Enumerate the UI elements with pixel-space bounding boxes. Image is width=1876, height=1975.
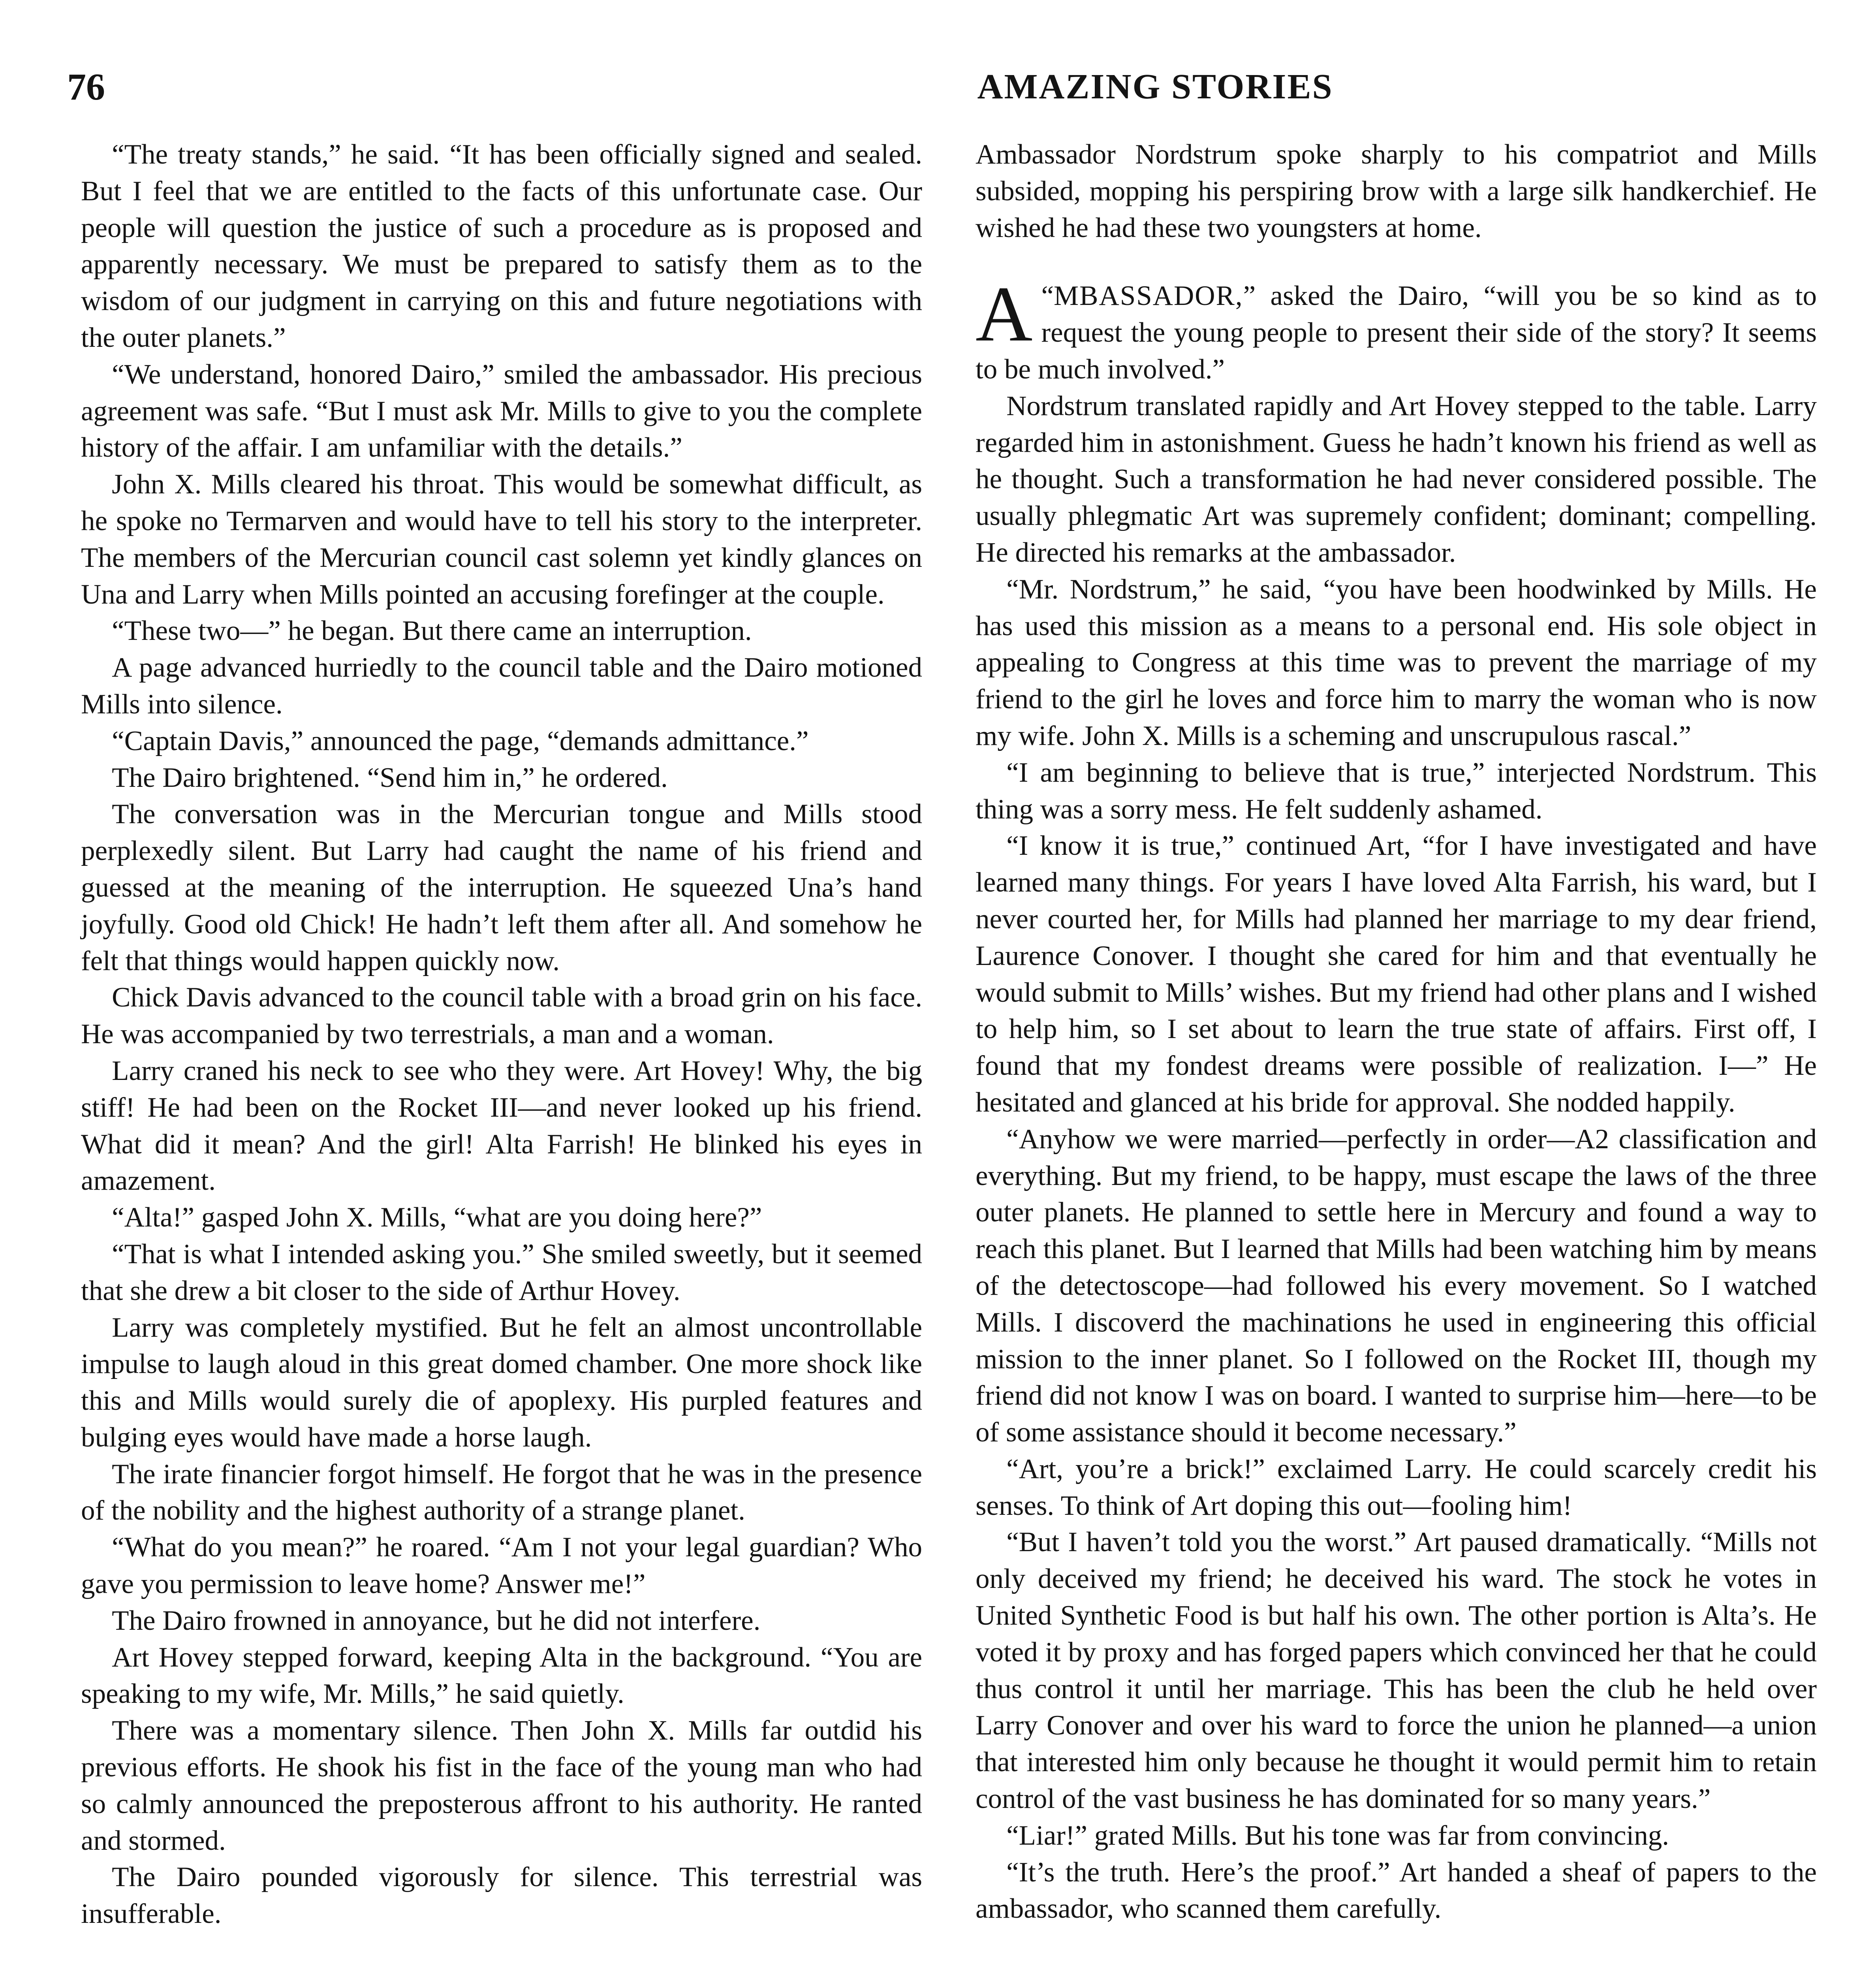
paragraph: “The treaty stands,” he said. “It has been officially signed and sealed. But I feel that we are entitled to the facts of this unfortunate case. Our people will question the justice of such a procedure as is proposed and apparently necessary. We must be prepared to satisfy them as to the wisdom of our judgment in carrying on this and future negotiations with the outer planets.” xyxy=(81,139,922,353)
paragraph: The Dairo pounded vigorously for silence. This terrestrial was insufferable. xyxy=(81,1862,922,1930)
left-column xyxy=(81,136,922,1932)
page-header xyxy=(67,59,1809,115)
paragraph: There was a momentary silence. Then John X. Mills far outdid his previous efforts. He shook his fist in the face of the young man who had so calmly announced the preposterous affront to his authority. He ranted and stormed. xyxy=(81,1715,922,1856)
section-opening-paragraph xyxy=(976,271,1817,387)
open-quote: “ xyxy=(1041,280,1054,312)
paragraph: “These two—” he began. But there came an interruption. xyxy=(112,615,752,647)
page-number: 76 xyxy=(67,66,105,108)
paragraph: Chick Davis advanced to the council table with a broad grin on his face. He was accompanied by two terrestrials, a man and a woman. xyxy=(81,982,922,1050)
paragraph: “Captain Davis,” announced the page, “demands admittance.” xyxy=(112,725,809,756)
paragraph: Art Hovey stepped forward, keeping Alta in the background. “You are speaking to my wife, Mr. Mills,” he said quietly. xyxy=(81,1642,922,1710)
section-opening-text: ” asked the Dairo, “will you be so kind as to request the young people to present their side of the story? It seems to be much involved.” xyxy=(976,280,1817,385)
drop-cap: A xyxy=(976,271,1033,358)
paragraph: The Dairo frowned in annoyance, but he did not interfere. xyxy=(112,1605,761,1636)
right-column xyxy=(976,136,1817,1927)
paragraph: “Art, you’re a brick!” exclaimed Larry. He could scarcely credit his senses. To think of Art doping this out—fooling him! xyxy=(976,1453,1817,1521)
paragraph: “It’s the truth. Here’s the proof.” Art handed a sheaf of papers to the ambassador, who scanned them carefully. xyxy=(976,1856,1817,1924)
paragraph: “I know it is true,” continued Art, “for I have investigated and have learned many things. For years I have loved Alta Farrish, his ward, but I never courted her, for Mills had planned her marriage to my dear friend, Laurence Conover. I thought she cared for him and that eventually he would submit to Mills’ wishes. But my friend had other plans and I wished to help him, so I set about to learn the true state of affairs. First off, I found that my fondest dreams were possible of realization. I—” He hesitated and glanced at his bride for approval. She nodded happily. xyxy=(976,830,1817,1118)
paragraph: “Anyhow we were married—perfectly in order—A2 classification and everything. But my friend, to be happy, must escape the laws of the three outer planets. He planned to settle here in Mercury and found a way to reach this planet. But I learned that Mills had been watching him by means of the detectoscope—had followed his every movement. So I watched Mills. I discoverd the machinations he used in engineering this official mission to the inner planet. So I followed on the Rocket III, though my friend did not know I was on board. I wanted to surprise him—here—to be of some assistance should it become necessary.” xyxy=(976,1123,1817,1448)
paragraph: “Alta!” gasped John X. Mills, “what are you doing here?” xyxy=(112,1202,762,1233)
paragraph: “I am beginning to believe that is true,” interjected Nordstrum. This thing was a sorry mess. He felt suddenly ashamed. xyxy=(976,757,1817,825)
paragraph: “But I haven’t told you the worst.” Art paused dramatically. “Mills not only deceived my friend; he deceived his ward. The stock he votes in United Synthetic Food is but half his own. The other portion is Alta’s. He voted it by proxy and has forged papers which convinced her that he could thus control it until her marriage. This has been the club he held over Larry Conover and over his ward to force the union he planned—a union that interested him only because he thought it would permit him to retain control of the vast business he has dominated for so many years.” xyxy=(976,1527,1817,1815)
paragraph: “That is what I intended asking you.” She smiled sweetly, but it seemed that she drew a bit closer to the side of Arthur Hovey. xyxy=(81,1238,922,1306)
paragraph: The conversation was in the Mercurian tongue and Mills stood perplexedly silent. But Larry had caught the name of his friend and guessed at the meaning of the interruption. He squeezed Una’s hand joyfully. Good old Chick! He hadn’t left them after all. And somehow he felt that things would happen quickly now. xyxy=(81,799,922,976)
paragraph: The Dairo brightened. “Send him in,” he ordered. xyxy=(112,762,668,793)
paragraph: “We understand, honored Dairo,” smiled the ambassador. His precious agreement was safe. “But I must ask Mr. Mills to give to you the complete history of the affair. I am unfamiliar with the details.” xyxy=(81,359,922,463)
paragraph: John X. Mills cleared his throat. This would be somewhat difficult, as he spoke no Termarven and would have to tell his story to the interpreter. The members of the Mercurian council cast solemn yet kindly glances on Una and Larry when Mills pointed an accusing forefinger at the couple. xyxy=(81,469,922,610)
paragraph: “Liar!” grated Mills. But his tone was far from convincing. xyxy=(1006,1820,1669,1851)
paragraph: Larry craned his neck to see who they were. Art Hovey! Why, the big stiff! He had been on the Rocket III—and never looked up his friend. What did it mean? And the girl! Alta Farrish! He blinked his eyes in amazement. xyxy=(81,1055,922,1196)
paragraph: Larry was completely mystified. But he felt an almost uncontrollable impulse to laugh aloud in this great domed chamber. One more shock like this and Mills would surely die of apoplexy. His purpled features and bulging eyes would have made a horse laugh. xyxy=(81,1312,922,1453)
paragraph: A page advanced hurriedly to the council table and the Dairo motioned Mills into silence. xyxy=(81,652,922,720)
small-caps-lead: MBASSADOR, xyxy=(1053,280,1243,312)
running-head: AMAZING STORIES xyxy=(977,67,1333,106)
paragraph: The irate financier forgot himself. He forgot that he was in the presence of the nobility and the highest authority of a strange planet. xyxy=(81,1458,922,1526)
paragraph: “Mr. Nordstrum,” he said, “you have been hoodwinked by Mills. He has used this mission as a means to a personal end. His sole object in appealing to Congress at this time was to prevent the marriage of my friend to the girl he loves and force him to marry the woman who is now my wife. John X. Mills is a scheming and unscrupulous rascal.” xyxy=(976,574,1817,751)
paragraph: “What do you mean?” he roared. “Am I not your legal guardian? Who gave you permission to leave home? Answer me!” xyxy=(81,1532,922,1600)
paragraph: Nordstrum translated rapidly and Art Hovey stepped to the table. Larry regarded him in astonishment. Guess he hadn’t known his friend as well as he thought. Such a transformation he had never considered possible. The usually phlegmatic Art was supremely confident; dominant; compelling. He directed his remarks at the ambassador. xyxy=(976,390,1817,568)
continued-paragraph: Ambassador Nordstrum spoke sharply to his compatriot and Mills subsided, mopping his perspiring brow with a large silk handkerchief. He wished he had these two youngsters at home. xyxy=(976,139,1817,243)
